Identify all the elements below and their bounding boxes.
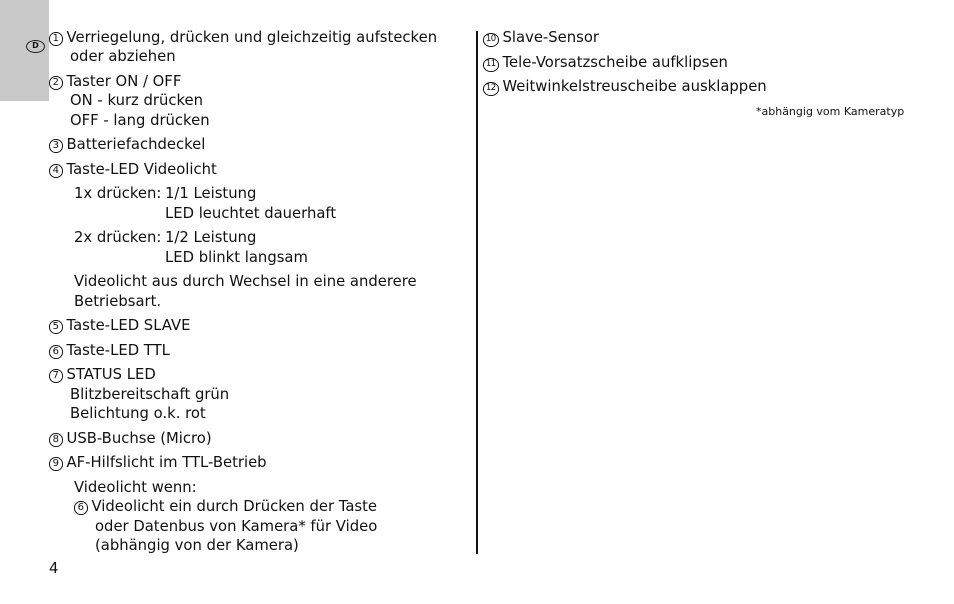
page-number: 4 [49, 560, 59, 577]
item-marker: 10 [483, 33, 499, 47]
list-item: 3 Batteriefachdeckel [49, 135, 205, 155]
list-item-continuation: OFF - lang drücken [70, 112, 210, 129]
list-item: 12 Weitwinkelstreuscheibe ausklappen [483, 77, 767, 97]
item-marker: 6 [74, 501, 88, 515]
item-marker: 11 [483, 58, 499, 72]
list-item-continuation: ON - kurz drücken [70, 92, 204, 109]
footnote: *abhängig vom Kameratyp [756, 105, 905, 118]
list-item: 7 STATUS LED [49, 365, 156, 385]
item-marker: 5 [49, 320, 63, 334]
item-marker: 3 [49, 139, 63, 153]
press-1x-value: 1/1 Leistung [165, 185, 257, 202]
list-item-continuation: oder Datenbus von Kamera* für Video [95, 518, 378, 535]
item-marker: 12 [483, 82, 499, 96]
item-marker: 8 [49, 433, 63, 447]
list-item-continuation: oder abziehen [70, 48, 176, 65]
videolicht-off-text: Videolicht aus durch Wechsel in eine anderere [74, 273, 417, 290]
list-item: 10 Slave-Sensor [483, 28, 599, 48]
press-2x-value: 1/2 Leistung [165, 229, 257, 246]
item-marker: 9 [49, 457, 63, 471]
item-marker: 4 [49, 164, 63, 178]
list-item: 2 Taster ON / OFF [49, 72, 181, 92]
press-2x-label: 2x drücken: [74, 229, 162, 246]
item-marker: 6 [49, 345, 63, 359]
list-item: 6 Taste-LED TTL [49, 341, 170, 361]
column-divider [476, 31, 478, 554]
press-1x-label: 1x drücken: [74, 185, 162, 202]
press-2x-led: LED blinkt langsam [165, 249, 308, 266]
list-item: 8 USB-Buchse (Micro) [49, 429, 212, 449]
item-marker: 1 [49, 32, 63, 46]
press-1x-led: LED leuchtet dauerhaft [165, 205, 337, 222]
list-item: 9 AF-Hilfslicht im TTL-Betrieb [49, 453, 267, 473]
language-badge: D [26, 40, 45, 53]
list-item-continuation: (abhängig von der Kamera) [95, 537, 299, 554]
list-item: 5 Taste-LED SLAVE [49, 316, 190, 336]
item-marker: 2 [49, 76, 63, 90]
list-item-continuation: Belichtung o.k. rot [70, 405, 206, 422]
item-marker: 7 [49, 369, 63, 383]
list-item: 1 Verriegelung, drücken und gleichzeitig aufstecken [49, 28, 437, 48]
list-item: 11 Tele-Vorsatzscheibe aufklipsen [483, 53, 728, 73]
list-item: 4 Taste-LED Videolicht [49, 160, 217, 180]
list-item: 6 Videolicht ein durch Drücken der Taste [74, 497, 377, 517]
video-when-heading: Videolicht wenn: [74, 479, 197, 496]
list-item-continuation: Blitzbereitschaft grün [70, 386, 230, 403]
videolicht-off-text: Betriebsart. [74, 293, 162, 310]
